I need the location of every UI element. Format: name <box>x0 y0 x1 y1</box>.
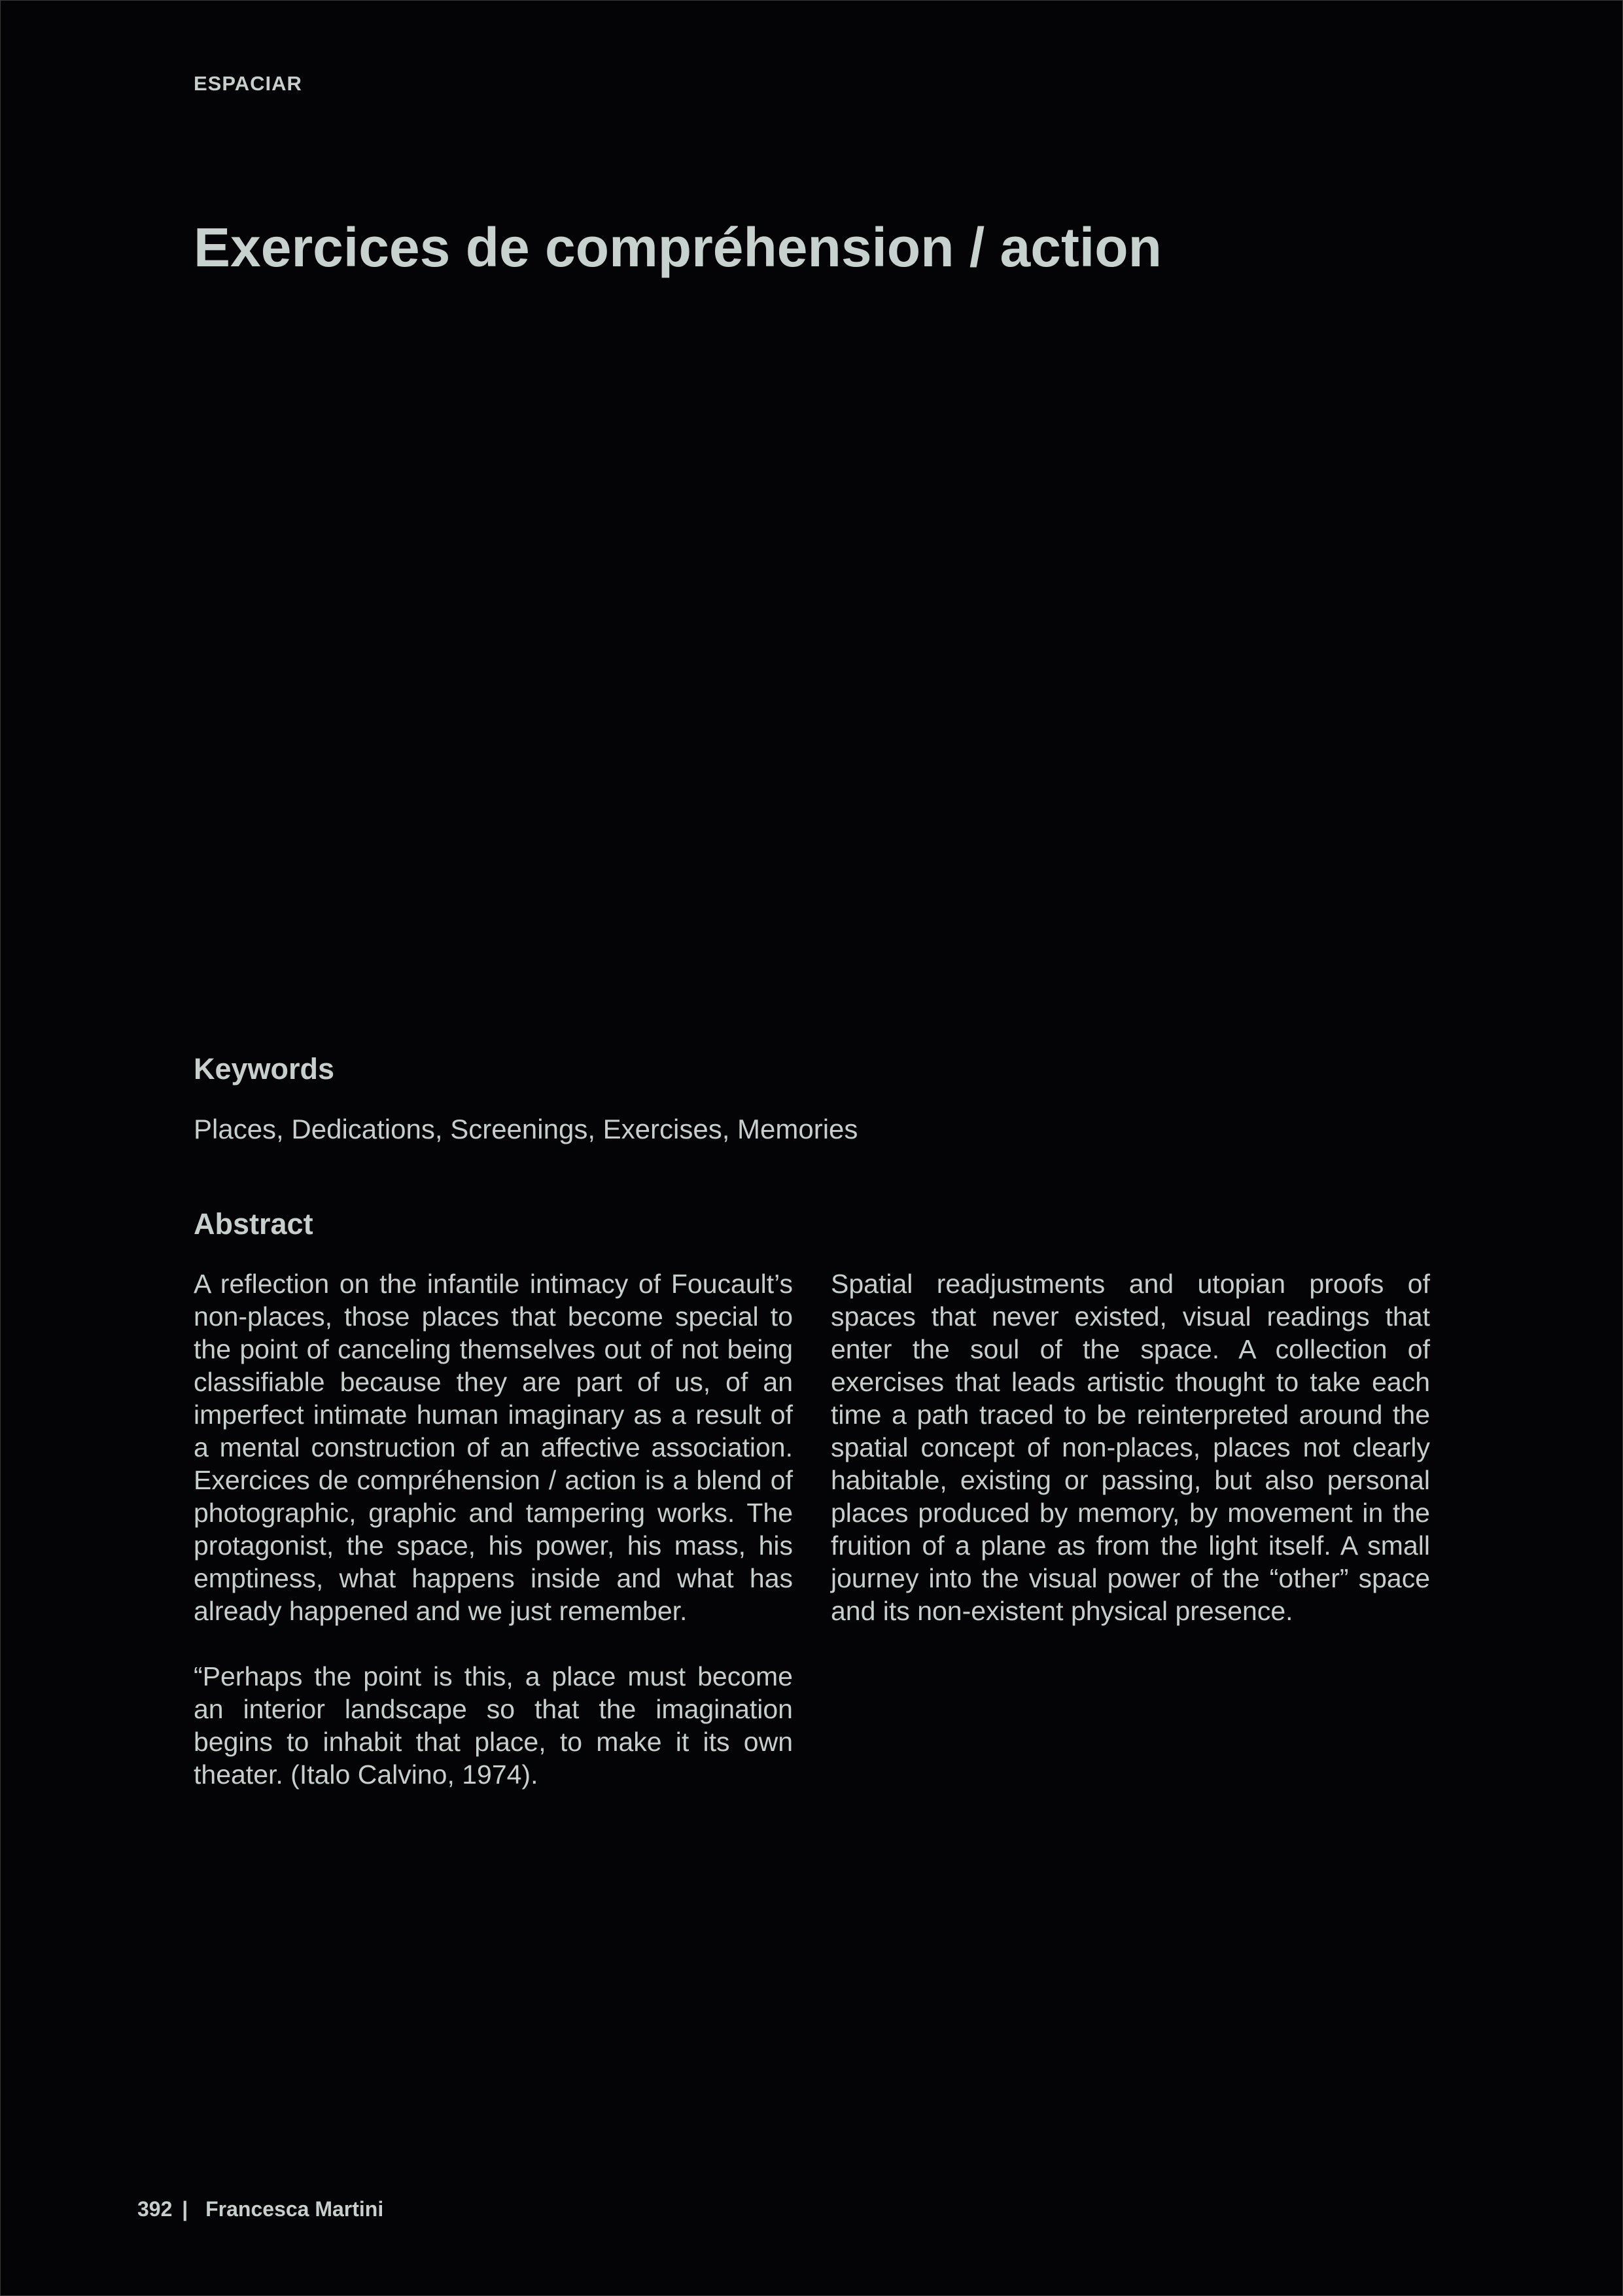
abstract-paragraph: A reflection on the infantile intimacy of Foucault’s non-places, those places that become special to the point of canceling themselves out of not being classifiable because they are part of us, of an imperfect intimate human imaginary as a result of a mental construction of an affective association. Exercices de compréhension / action is a blend of photographic, graphic and tampering works. The protagonist, the space, his power, his mass, his emptiness, what happens inside and what has already happened and we just remember. <box>194 1269 793 1626</box>
abstract-column-right <box>831 1267 1430 1660</box>
calvino-quote: “Perhaps the point is this, a place must become an interior landscape so that the imagination begins to inhabit that place, to make it its own theater. (Italo Calvino, 1974). <box>194 1661 793 1790</box>
abstract-paragraph: Spatial readjustments and utopian proofs of spaces that never existed, visual readings that enter the soul of the space. A collection of exercises that leads artistic thought to take each time a path traced to be reinterpreted around the spatial concept of non-places, places not clearly habitable, existing or passing, but also personal places produced by memory, by movement in the fruition of a plane as from the light itself. A small journey into the visual power of the “other” space and its non-existent physical presence. <box>831 1269 1430 1626</box>
section-label: ESPACIAR <box>194 72 302 95</box>
page-number: 392 <box>137 2197 173 2221</box>
page-title: Exercices de compréhension / action <box>194 217 1162 278</box>
footer-separator: | <box>182 2197 188 2221</box>
keywords-heading: Keywords <box>194 1052 335 1086</box>
keywords-list: Places, Dedications, Screenings, Exercises, Memories <box>194 1114 858 1144</box>
page-footer <box>137 2197 383 2221</box>
author-name: Francesca Martini <box>205 2197 384 2221</box>
abstract-heading: Abstract <box>194 1207 313 1241</box>
abstract-column-left <box>194 1267 793 1824</box>
